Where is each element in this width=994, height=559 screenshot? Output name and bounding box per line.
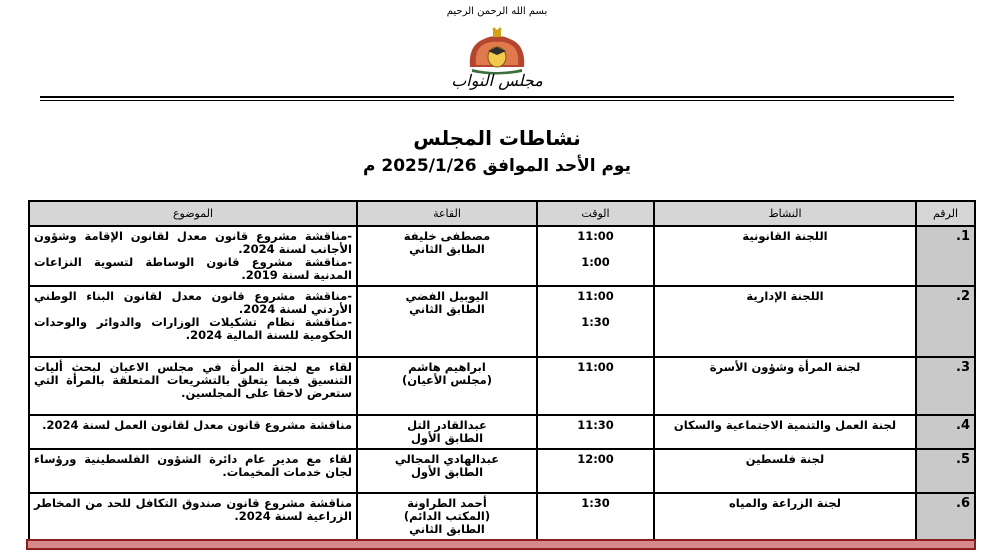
row-hall [357,226,537,286]
coat-of-arms-icon [462,27,532,75]
topic-line: مناقشة مشروع قانون صندوق التكافل للحد من المخاطر الزراعية لسنة 2024. [34,496,352,523]
row-number: 6. [916,493,975,540]
header-rule-bottom [40,100,954,101]
row-hall [357,449,537,493]
row-topic [29,415,357,449]
row-activity: اللجنة الإدارية [654,286,916,357]
column-header-activity: النشاط [654,201,916,226]
row-number: 1. [916,226,975,286]
hall-line: مصطفى خليفة [403,229,491,243]
hall-line: أحمد الطراونة [407,496,487,510]
date-line: يوم الأحد الموافق 2025/1/26 م [363,156,631,176]
time-value: 11:00 [577,229,614,243]
header-rule-top [40,96,954,98]
page-title: نشاطات المجلس [413,126,581,150]
topic-line: -مناقشة مشروع قانون معدل لقانون الإقامة وشؤون الأجانب لسنة 2024. [34,229,352,256]
row-hall [357,415,537,449]
row-time [537,226,654,286]
row-time [537,286,654,357]
bottom-decorative-bar [26,539,976,550]
topic-line: لقاء مع مدير عام دائرة الشؤون الفلسطينية ورؤساء لجان خدمات المخيمات. [34,452,352,479]
row-topic [29,493,357,540]
table-row [29,226,975,286]
row-number: 4. [916,415,975,449]
table-row [29,449,975,493]
row-number: 5. [916,449,975,493]
topic-line: لقاء مع لجنة المرأة في مجلس الاعيان لبحث أليات التنسيق فيما يتعلق بالتشريعات المتعلقة بالمرأة التي ستعرض لاحقا على المجلسين. [34,360,352,400]
column-header-topic: الموضوع [29,201,357,226]
row-topic [29,226,357,286]
row-number: 2. [916,286,975,357]
table-header-row [29,201,975,226]
hall-line: الطابق الثاني [409,522,485,536]
row-hall [357,357,537,415]
row-activity: لجنة المرأة وشؤون الأسرة [654,357,916,415]
row-topic [29,286,357,357]
time-value: 11:00 [577,289,614,303]
row-number: 3. [916,357,975,415]
row-topic [29,449,357,493]
hall-line: الطابق الثاني [409,302,485,316]
time-value: 12:00 [577,452,614,466]
hall-line: عبدالقادر التل [407,418,487,432]
time-value: 11:30 [577,418,614,432]
row-hall [357,286,537,357]
column-header-number: الرقم [916,201,975,226]
topic-line: -مناقشة مشروع قانون معدل لقانون البناء الوطني الأردني لسنة 2024. [34,289,352,316]
column-header-hall: القاعة [357,201,537,226]
hall-line: الطابق الثاني [409,242,485,256]
table-row [29,357,975,415]
activities-table [28,200,976,541]
row-activity: لجنة العمل والتنمية الاجتماعية والسكان [654,415,916,449]
table-row [29,493,975,540]
hall-line: عبدالهادي المجالي [394,452,500,466]
row-activity: اللجنة القانونية [654,226,916,286]
time-value: 11:00 [577,360,614,374]
table-row [29,415,975,449]
hall-line: الطابق الأول [410,431,484,445]
hall-line: ابراهيم هاشم [408,360,486,374]
row-topic [29,357,357,415]
time-value: 1:30 [581,496,610,510]
row-activity: لجنة الزراعة والمياه [654,493,916,540]
topic-line: -مناقشة نظام تشكيلات الوزارات والدوائر والوحدات الحكومية للسنة المالية 2024. [34,315,352,342]
hall-line: (المكتب الدائم) [403,509,491,523]
row-time [537,357,654,415]
hall-line: اليوبيل الفضي [405,289,489,303]
hall-line: الطابق الأول [410,465,484,479]
time-value: 1:00 [581,255,610,269]
topic-line: مناقشة مشروع قانون معدل لقانون العمل لسنة 2024. [42,418,352,432]
row-hall [357,493,537,540]
row-activity: لجنة فلسطين [654,449,916,493]
time-value: 1:30 [581,315,610,329]
parliament-name: مجلس النواب [451,71,543,90]
hall-line: (مجلس الأعيان) [401,373,493,387]
row-time [537,493,654,540]
basmala: بسم الله الرحمن الرحيم [446,6,548,17]
row-time [537,449,654,493]
topic-line: -مناقشة مشروع قانون الوساطة لتسوية النزاعات المدنية لسنة 2019. [34,255,352,282]
table-row [29,286,975,357]
column-header-time: الوقت [537,201,654,226]
row-time [537,415,654,449]
